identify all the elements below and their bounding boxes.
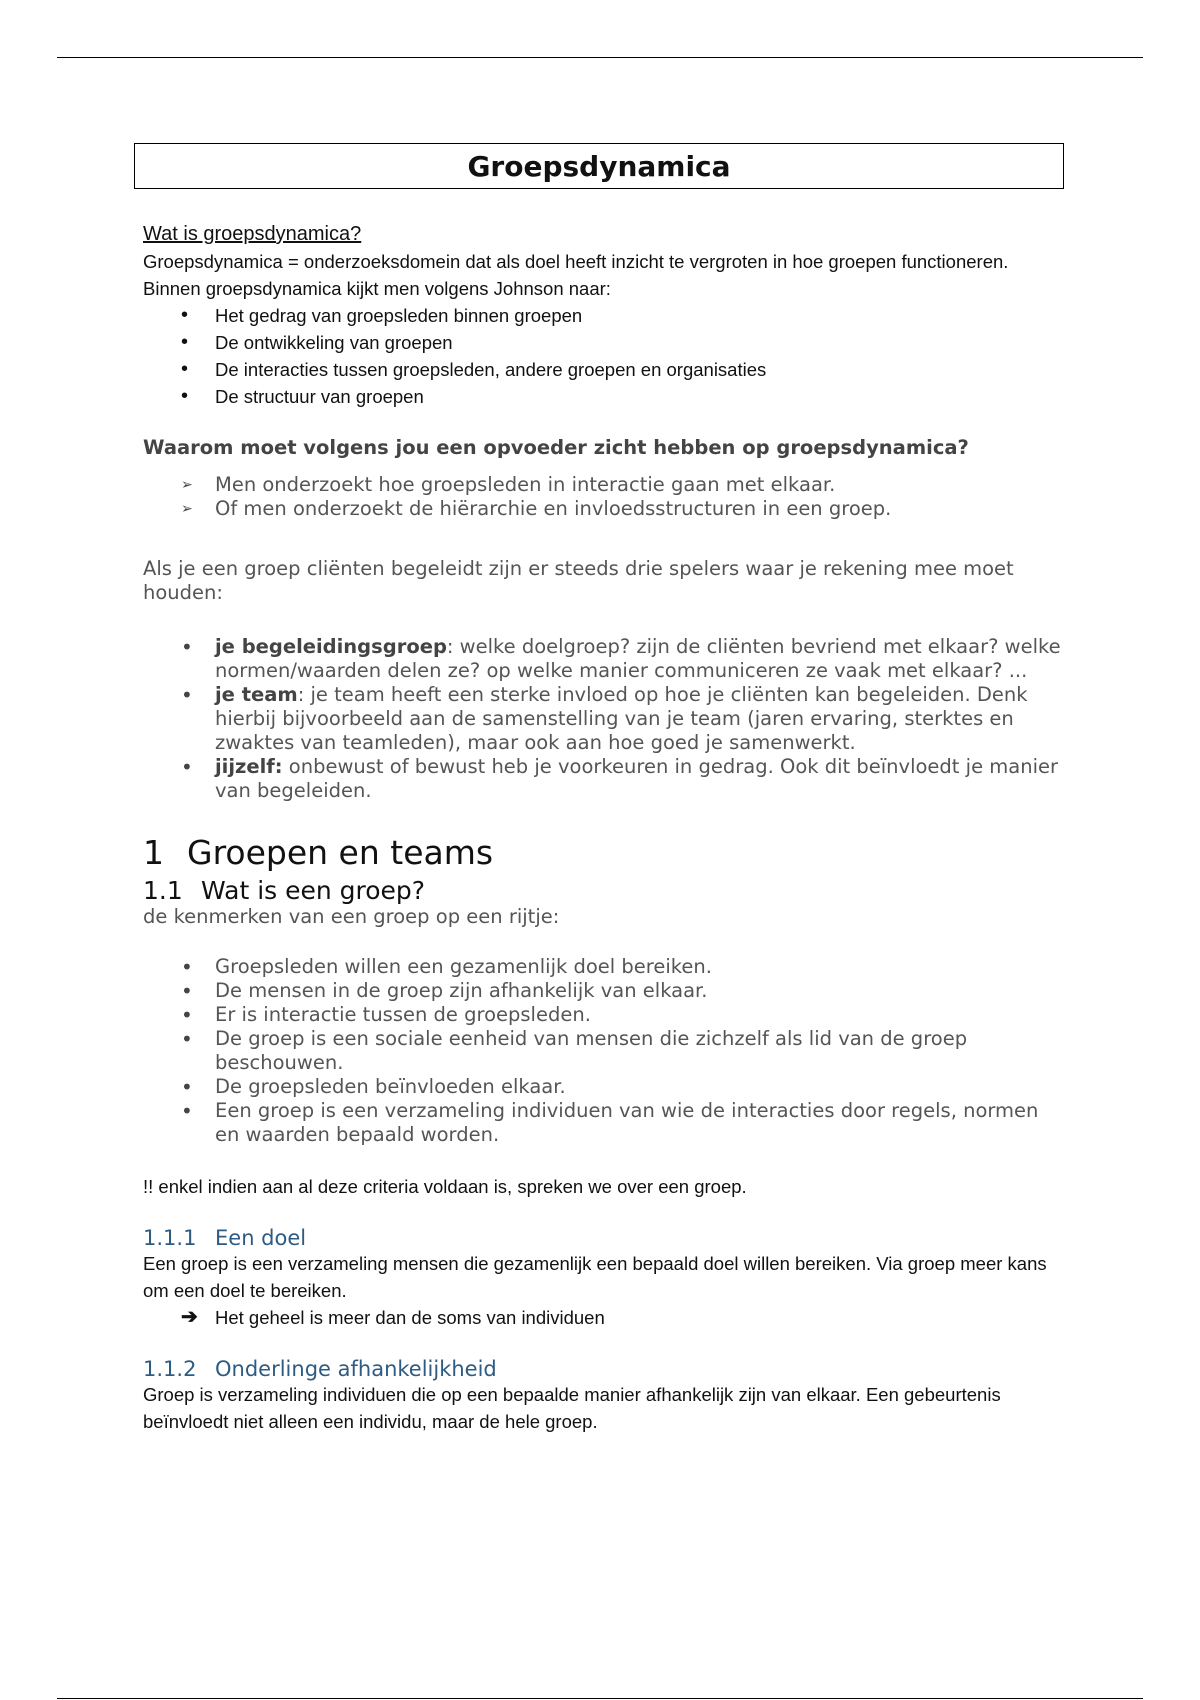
section-number: 1 xyxy=(143,833,164,872)
question-heading: Waarom moet volgens jou een opvoeder zicht hebben op groepsdynamica? xyxy=(143,436,969,459)
section-1-1-1-text: Een groep is een verzameling mensen die gezamenlijk een bepaald doel willen bereiken. Via groep meer kans om een doel te bereiken. xyxy=(143,1253,1047,1301)
page-bottom-rule xyxy=(57,1698,1143,1699)
section-1-1-1-arrow-list xyxy=(143,1304,1063,1331)
player-text: onbewust of bewust heb je voorkeuren in gedrag. Ook dit beïnvloedt je manier van begeleiden. xyxy=(215,755,1058,802)
section-heading-1 xyxy=(143,833,1063,872)
list-item: • De groep is een sociale eenheid van mensen die zichzelf als lid van de groep beschouwen. xyxy=(143,1027,1063,1075)
list-item: • De groepsleden beïnvloeden elkaar. xyxy=(143,1075,1063,1099)
section-number: 1.1.1 xyxy=(143,1226,197,1250)
list-item: • De ontwikkeling van groepen xyxy=(143,329,1063,356)
list-item: • De structuur van groepen xyxy=(143,383,1063,410)
section-heading-1-1-2 xyxy=(143,1357,1063,1381)
player-text: : je team heeft een sterke invloed op hoe je cliënten kan begeleiden. Denk hierbij bijvoorbeeld aan de samenstelling van je team (jaren ervaring, sterktes en zwaktes van teamleden), maar ook aan hoe goed je samenwerkt. xyxy=(215,683,1028,754)
title-box xyxy=(134,143,1064,189)
list-item: • De mensen in de groep zijn afhankelijk van elkaar. xyxy=(143,979,1063,1003)
list-item xyxy=(143,635,1063,683)
list-item: • Het gedrag van groepsleden binnen groepen xyxy=(143,302,1063,329)
section-heading-1-1 xyxy=(143,876,1063,905)
list-item: ➢ Men onderzoekt hoe groepsleden in interactie gaan met elkaar. xyxy=(143,473,1063,497)
section-title: Groepen en teams xyxy=(187,833,494,872)
section-heading-1-1-1 xyxy=(143,1226,1063,1250)
player-term: jijzelf: xyxy=(215,755,283,778)
section-number: 1.1.2 xyxy=(143,1357,197,1381)
player-text: : welke doelgroep? zijn de cliënten bevriend met elkaar? welke normen/waarden delen ze? op welke manier communiceren ze vaak met elkaar? ... xyxy=(215,635,1061,682)
section-number: 1.1 xyxy=(143,876,183,905)
page-top-rule xyxy=(57,57,1143,58)
intro-bullet-list xyxy=(143,302,1063,410)
criteria-note: !! enkel indien aan al deze criteria voldaan is, spreken we over een groep. xyxy=(143,1176,747,1197)
section-title: Een doel xyxy=(215,1226,307,1250)
list-item: • Er is interactie tussen de groepsleden. xyxy=(143,1003,1063,1027)
intro-heading: Wat is groepsdynamica? xyxy=(143,223,362,245)
player-term: je team xyxy=(215,683,298,706)
document-title: Groepsdynamica xyxy=(467,149,731,183)
section-title: Wat is een groep? xyxy=(201,876,426,905)
section-1-1-intro: de kenmerken van een groep op een rijtje: xyxy=(143,905,560,928)
list-item: ➢ Of men onderzoekt de hiërarchie en invloedsstructuren in een groep. xyxy=(143,497,1063,521)
players-intro: Als je een groep cliënten begeleidt zijn er steeds drie spelers waar je rekening mee moet houden: xyxy=(143,557,1014,604)
list-item xyxy=(143,755,1063,803)
question-arrow-list xyxy=(143,473,1063,521)
list-item: • Groepsleden willen een gezamenlijk doel bereiken. xyxy=(143,955,1063,979)
list-item: • Een groep is een verzameling individuen van wie de interacties door regels, normen en waarden bepaald worden. xyxy=(143,1099,1063,1147)
list-item: ➔ Het geheel is meer dan de soms van individuen xyxy=(143,1304,1063,1331)
list-item xyxy=(143,683,1063,755)
list-item: • De interacties tussen groepsleden, andere groepen en organisaties xyxy=(143,356,1063,383)
section-1-1-2-text: Groep is verzameling individuen die op een bepaalde manier afhankelijk zijn van elkaar. Een gebeurtenis beïnvloedt niet alleen een individu, maar de hele groep. xyxy=(143,1384,1001,1432)
section-title: Onderlinge afhankelijkheid xyxy=(215,1357,497,1381)
players-list xyxy=(143,635,1063,803)
intro-text: Groepsdynamica = onderzoeksdomein dat als doel heeft inzicht te vergroten in hoe groepen functioneren. Binnen groepsdynamica kijkt men volgens Johnson naar: xyxy=(143,251,1009,299)
document-body xyxy=(143,143,1063,1435)
group-criteria-list xyxy=(143,955,1063,1147)
player-term: je begeleidingsgroep xyxy=(215,635,447,658)
